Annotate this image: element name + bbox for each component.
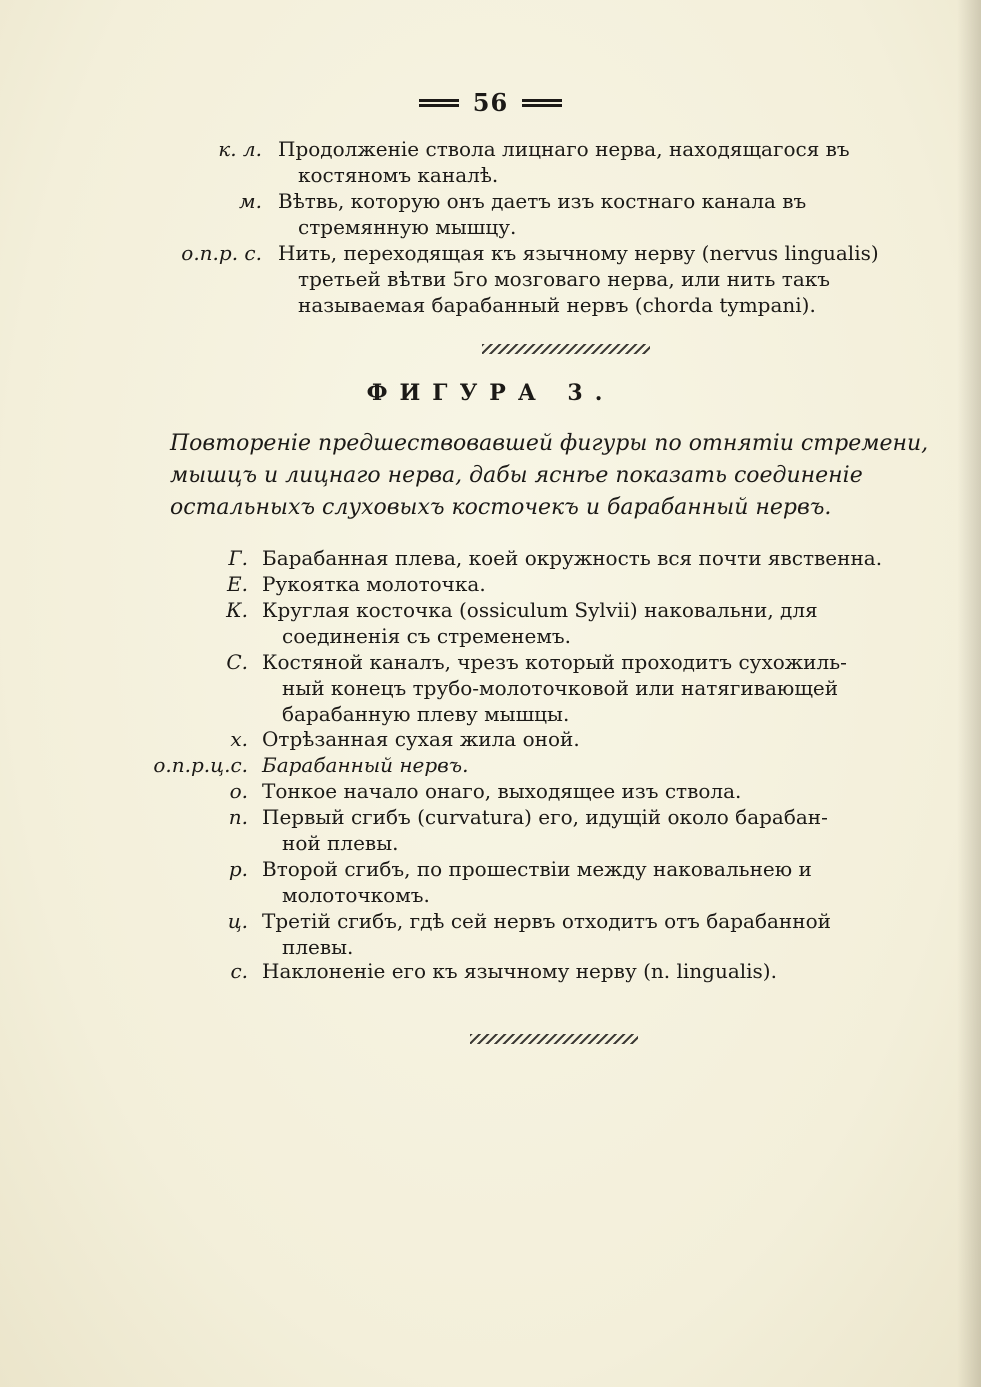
legend-line: Нить, переходящая къ язычному нерву (nervus lingualis) [278,241,879,265]
legend-label: р. [228,857,248,881]
legend-text [262,545,958,571]
legend-line: соединенія съ стременемъ. [282,624,571,648]
legend-label: о.п.р. с. [181,241,262,265]
legend-label: о. [229,779,248,803]
legend-line: Рукоятка молоточка. [262,572,486,596]
figure-caption [170,428,958,524]
legend-text [278,240,962,318]
caption-line: остальныхъ слуховыхъ косточекъ и барабанный нервъ. [170,495,832,520]
legend-line: Вѣтвь, которую онъ даетъ изъ костнаго канала въ [278,189,807,213]
legend-label: ц. [227,909,248,933]
legend-text [262,571,958,597]
legend-text [262,804,958,856]
legend-line: костяномъ каналѣ. [298,163,499,187]
legend-text [278,188,962,240]
legend-line: ной плевы. [282,831,399,855]
legend-text [278,136,962,188]
legend-text [262,778,958,804]
legend-label: К. [226,598,248,622]
legend-line: Отрѣзанная сухая жила оной. [262,727,580,751]
legend-label: с. [230,959,248,983]
legend-line: молоточкомъ. [282,883,430,907]
legend-line: ный конецъ трубо-молоточковой или натягивающей [282,676,839,700]
legend-line: стремянную мышцу. [298,215,517,239]
legend-label: м. [239,189,262,213]
ornamental-divider [482,344,650,354]
legend-line: Первый сгибъ (curvatura) его, идущій около барабан- [262,805,828,829]
legend-label: п. [228,805,248,829]
legend-line: третьей вѣтви 5го мозговаго нерва, или нить такъ [298,267,830,291]
page-header [0,88,981,117]
legend-text [262,649,958,727]
legend-line: барабанную плеву мышцы. [282,702,570,726]
legend-line: Барабанный нервъ. [262,753,469,777]
header-rule-left [419,99,459,107]
caption-line: мышцъ и лицнаго нерва, дабы яснѣе показать соединеніе [170,463,863,488]
legend-text [262,856,958,908]
legend-label: о.п.р.ц.с. [153,753,248,777]
legend-label: х. [230,727,248,751]
page-number: 56 [472,88,509,117]
legend-line: Третій сгибъ, гдѣ сей нервъ отходитъ отъ барабанной [262,909,831,933]
ornamental-divider [470,1034,638,1044]
legend-line: плевы. [282,935,354,959]
legend-line: Второй сгибъ, по прошествіи между наковальнею и [262,857,812,881]
legend-label: Г. [228,546,248,570]
legend-line: Наклоненіе его къ язычному нерву (n. lingualis). [262,959,777,983]
legend-text [262,752,958,778]
legend-line: Костяной каналъ, чрезъ который проходитъ сухожиль- [262,650,847,674]
legend-line: Барабанная плева, коей окружность вся почти явственна. [262,546,883,570]
legend-line: Круглая косточка (ossiculum Sylvii) наковальни, для [262,598,818,622]
legend-label: С. [226,650,248,674]
legend-text [262,597,958,649]
legend-line: Продолженіе ствола лицнаго нерва, находящагося въ [278,137,850,161]
header-rule-right [522,99,562,107]
legend-text [262,958,958,984]
legend-label: к. л. [218,137,262,161]
caption-line: Повтореніе предшествовавшей фигуры по отнятіи стремени, [170,431,929,456]
legend-line: называемая барабанный нервъ (chorda tympani). [298,293,816,317]
legend-text [262,726,958,752]
legend-text [262,908,958,960]
legend-line: Тонкое начало онаго, выходящее изъ ствола. [262,779,742,803]
figure-title: ФИГУРА 3. [366,380,615,406]
legend-label: Е. [227,572,248,596]
